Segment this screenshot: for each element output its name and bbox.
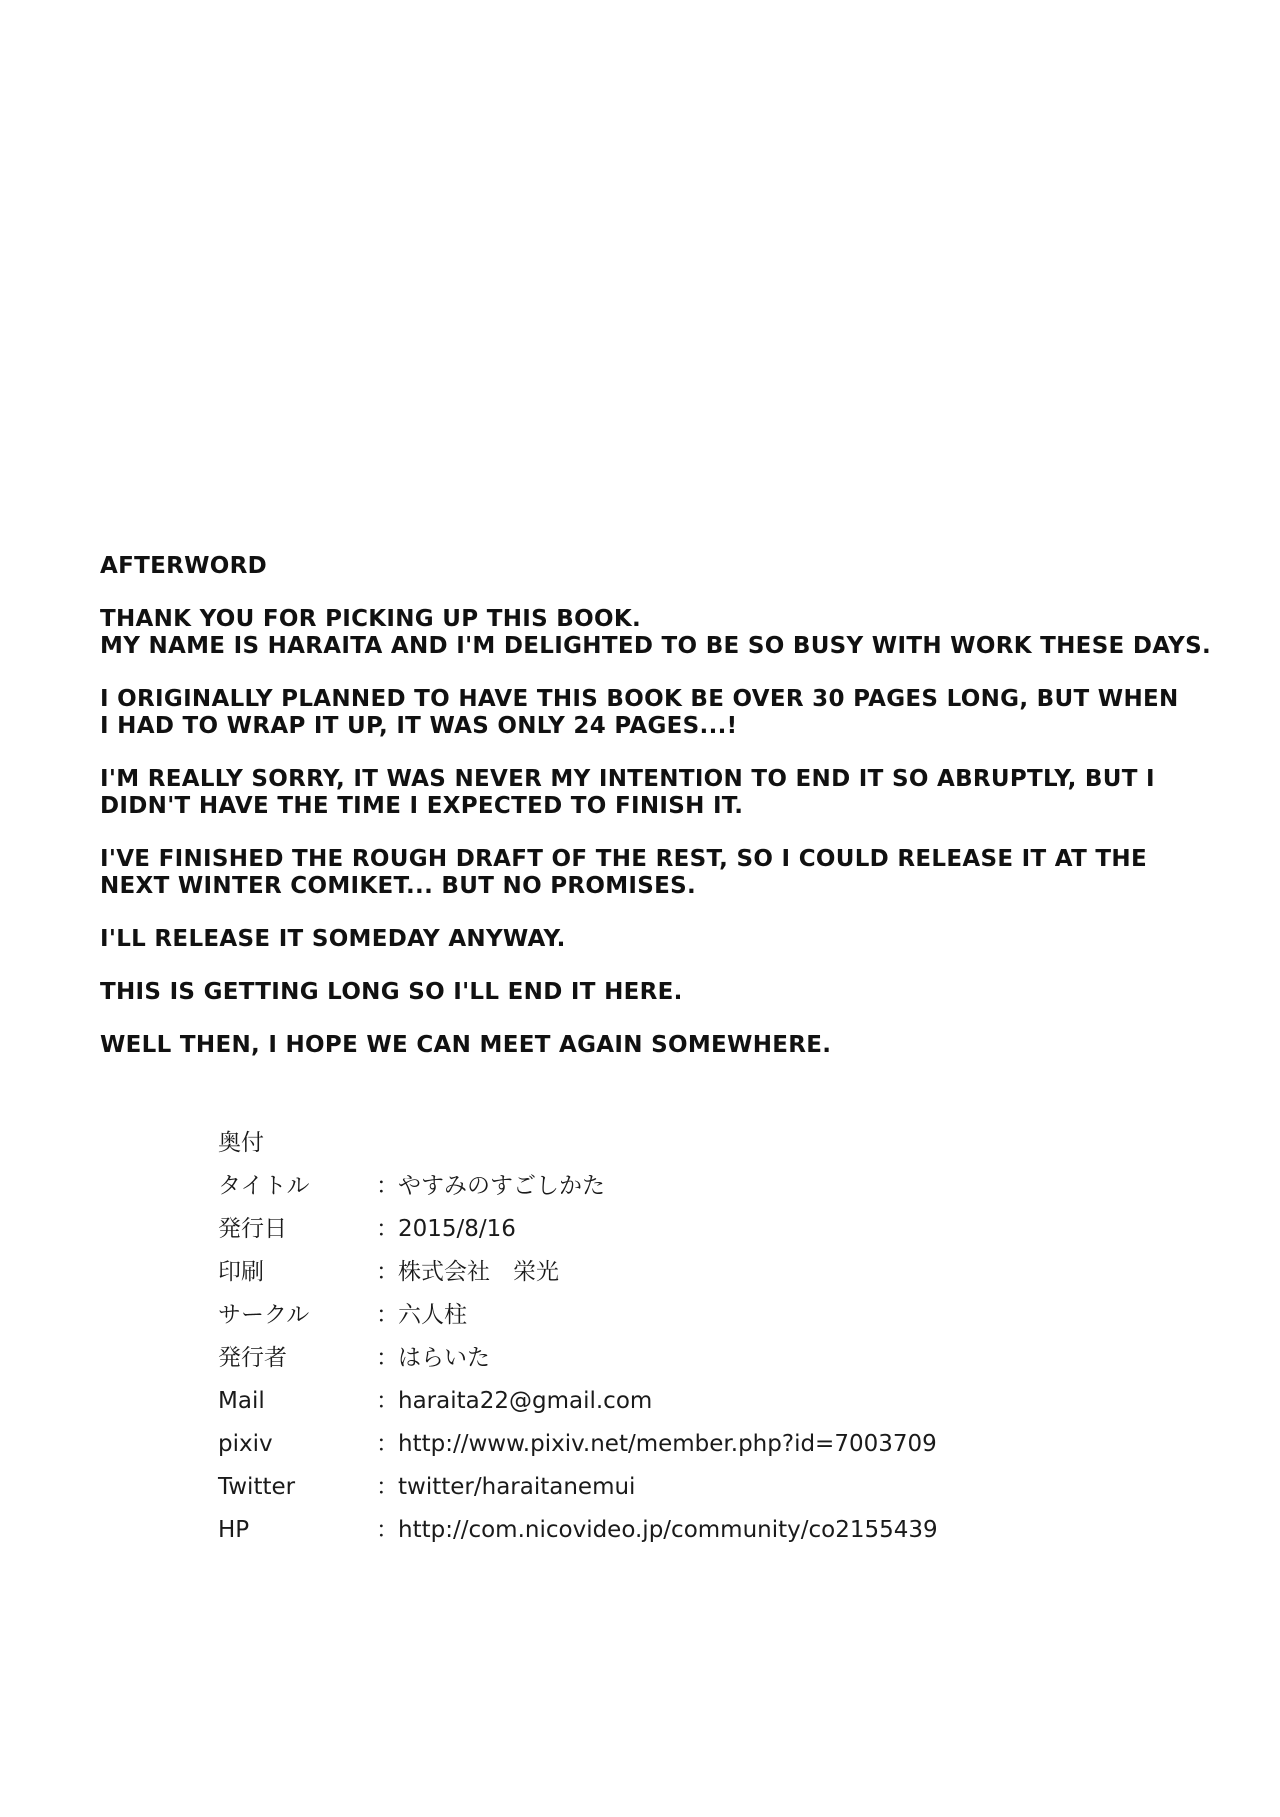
paragraph-line: DIDN'T HAVE THE TIME I EXPECTED TO FINISH IT. xyxy=(100,793,744,819)
afterword-paragraph xyxy=(100,686,1220,740)
paragraph-line: NEXT WINTER COMIKET... BUT NO PROMISES. xyxy=(100,873,697,899)
colophon-value: http://www.pixiv.net/member.php?id=7003709 xyxy=(398,1431,937,1457)
paragraph-line: I'M REALLY SORRY, IT WAS NEVER MY INTENTION TO END IT SO ABRUPTLY, BUT I xyxy=(100,766,1155,792)
afterword-paragraph xyxy=(100,766,1220,820)
colophon-row-pixiv xyxy=(218,1423,938,1466)
afterword-section xyxy=(100,553,1220,1085)
colophon-label: 印刷 xyxy=(218,1259,264,1285)
paragraph-line: I'VE FINISHED THE ROUGH DRAFT OF THE REST, SO I COULD RELEASE IT AT THE xyxy=(100,846,1147,872)
colophon-label: 発行者 xyxy=(218,1345,287,1371)
afterword-paragraph xyxy=(100,606,1220,660)
colophon-row-mail xyxy=(218,1380,938,1423)
colophon-value: 株式会社 栄光 xyxy=(398,1259,559,1285)
colophon-row-circle xyxy=(218,1294,938,1337)
colophon-label: 発行日 xyxy=(218,1216,287,1242)
colophon-label: Mail xyxy=(218,1388,265,1414)
colophon-label: タイトル xyxy=(218,1173,310,1199)
colophon-separator: ： xyxy=(376,1388,399,1414)
colophon-row-date xyxy=(218,1208,938,1251)
colophon-label: Twitter xyxy=(218,1474,296,1500)
paragraph-line: WELL THEN, I HOPE WE CAN MEET AGAIN SOMEWHERE. xyxy=(100,1032,832,1058)
colophon-label: pixiv xyxy=(218,1431,273,1457)
colophon-row-publisher xyxy=(218,1337,938,1380)
paragraph-line: THANK YOU FOR PICKING UP THIS BOOK. xyxy=(100,606,641,632)
afterword-heading: AFTERWORD xyxy=(100,553,268,579)
colophon-value: 六人柱 xyxy=(398,1302,467,1328)
colophon-row-printer xyxy=(218,1251,938,1294)
colophon-value: やすみのすごしかた xyxy=(398,1173,605,1199)
paragraph-line: THIS IS GETTING LONG SO I'LL END IT HERE. xyxy=(100,979,683,1005)
colophon-separator: ： xyxy=(376,1216,399,1242)
colophon-row-title xyxy=(218,1165,938,1208)
colophon-row-twitter xyxy=(218,1466,938,1509)
colophon-separator: ： xyxy=(376,1259,399,1285)
colophon-separator: ： xyxy=(376,1431,399,1457)
colophon-value: http://com.nicovideo.jp/community/co2155439 xyxy=(398,1517,938,1543)
colophon-separator: ： xyxy=(376,1517,399,1543)
colophon-separator: ： xyxy=(376,1173,399,1199)
colophon-value: twitter/haraitanemui xyxy=(398,1474,636,1500)
colophon-value: はらいた xyxy=(398,1345,490,1371)
colophon-row-homepage xyxy=(218,1509,938,1552)
colophon-separator: ： xyxy=(376,1302,399,1328)
colophon-value: haraita22@gmail.com xyxy=(398,1388,653,1414)
paragraph-line: MY NAME IS HARAITA AND I'M DELIGHTED TO BE SO BUSY WITH WORK THESE DAYS. xyxy=(100,633,1212,659)
afterword-paragraph xyxy=(100,926,1220,953)
paragraph-line: I ORIGINALLY PLANNED TO HAVE THIS BOOK BE OVER 30 PAGES LONG, BUT WHEN xyxy=(100,686,1179,712)
colophon-label: HP xyxy=(218,1517,250,1543)
colophon-separator: ： xyxy=(376,1474,399,1500)
paragraph-line: I HAD TO WRAP IT UP, IT WAS ONLY 24 PAGES...! xyxy=(100,713,738,739)
colophon-section xyxy=(218,1122,938,1552)
colophon-label: サークル xyxy=(218,1302,310,1328)
colophon-heading: 奥付 xyxy=(218,1130,264,1156)
colophon-value: 2015/8/16 xyxy=(398,1216,516,1242)
afterword-paragraph xyxy=(100,1032,1220,1059)
afterword-paragraph xyxy=(100,846,1220,900)
afterword-paragraph xyxy=(100,979,1220,1006)
paragraph-line: I'LL RELEASE IT SOMEDAY ANYWAY. xyxy=(100,926,566,952)
colophon-separator: ： xyxy=(376,1345,399,1371)
